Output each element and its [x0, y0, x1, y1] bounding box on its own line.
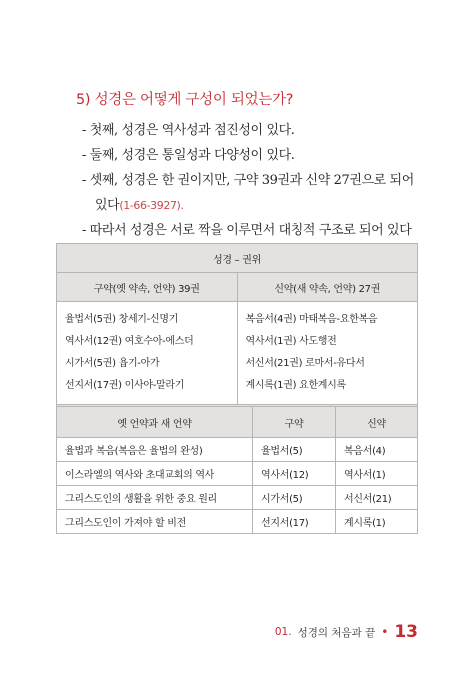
continuation-text: 있다: [95, 198, 120, 213]
old-testament-cell: [57, 302, 238, 405]
list-item: 복음서(4권) 마태복음-요한복음: [245, 314, 378, 325]
covenant-table: [56, 406, 418, 534]
bullet-item: [82, 118, 402, 143]
bullet-item: [82, 143, 402, 168]
new-testament-cell: [237, 302, 418, 405]
page-number: 13: [394, 622, 418, 642]
table-row: [57, 486, 418, 510]
table-cell: 역사서(1): [336, 462, 418, 486]
list-item: 계시록(1권) 요한계시록: [245, 380, 346, 391]
table-cell: 그리스도인이 가져야 할 비전: [57, 510, 253, 534]
list-item: 역사서(1권) 사도행전: [245, 336, 337, 347]
chapter-title: 성경의 처음과 끝: [297, 626, 376, 639]
bible-reference: (1-66-3927).: [119, 199, 184, 212]
column-header: 구약: [253, 407, 336, 438]
list-item: 역사서(12권) 여호수아-에스더: [65, 336, 194, 347]
list-item: 시가서(5권) 욥기-아가: [65, 358, 160, 369]
table-cell: 이스라엘의 역사와 초대교회의 역사: [57, 462, 253, 486]
bullet-text: - 첫째, 성경은 역사성과 점진성이 있다.: [82, 123, 295, 138]
page-footer: [275, 622, 418, 642]
bullet-separator: •: [381, 625, 389, 639]
bullet-text: - 따라서 성경은 서로 짝을 이루면서 대칭적 구조로 되어 있다: [82, 223, 412, 238]
new-testament-header: 신약(새 약속, 언약) 27권: [237, 273, 418, 302]
table-cell: 복음서(4): [336, 438, 418, 462]
list-item: 율법서(5권) 창세기-신명기: [65, 314, 179, 325]
table-cell: 율법과 복음(복음은 율법의 완성): [57, 438, 253, 462]
table-cell: 서신서(21): [336, 486, 418, 510]
table-row: [57, 510, 418, 534]
table-cell: 선지서(17): [253, 510, 336, 534]
table-cell: 그리스도인의 생활을 위한 중요 원리: [57, 486, 253, 510]
table-cell: 율법서(5): [253, 438, 336, 462]
old-testament-header: 구약(옛 약속, 언약) 39권: [57, 273, 238, 302]
table-row: [57, 438, 418, 462]
chapter-number: 01.: [274, 626, 292, 638]
column-header: 신약: [336, 407, 418, 438]
list-item: 서신서(21권) 로마서-유다서: [245, 358, 365, 369]
table-cell: 계시록(1): [336, 510, 418, 534]
bullet-text: - 둘째, 성경은 통일성과 다양성이 있다.: [82, 148, 295, 163]
list-item: 선지서(17권) 이사야-말라기: [65, 380, 185, 391]
table-row: [57, 462, 418, 486]
bullet-item: [82, 168, 414, 218]
column-header: 옛 언약과 새 언약: [57, 407, 253, 438]
bullet-continuation: [82, 193, 402, 218]
bullet-text: - 셋째, 성경은 한 권이지만, 구약 39권과 신약 27권으로 되어: [82, 173, 414, 188]
table-cell: 역사서(12): [253, 462, 336, 486]
section-heading: 5) 성경은 어떻게 구성이 되었는가?: [76, 92, 294, 108]
table-cell: 시가서(5): [253, 486, 336, 510]
table-title: 성경 – 권위: [57, 244, 418, 273]
